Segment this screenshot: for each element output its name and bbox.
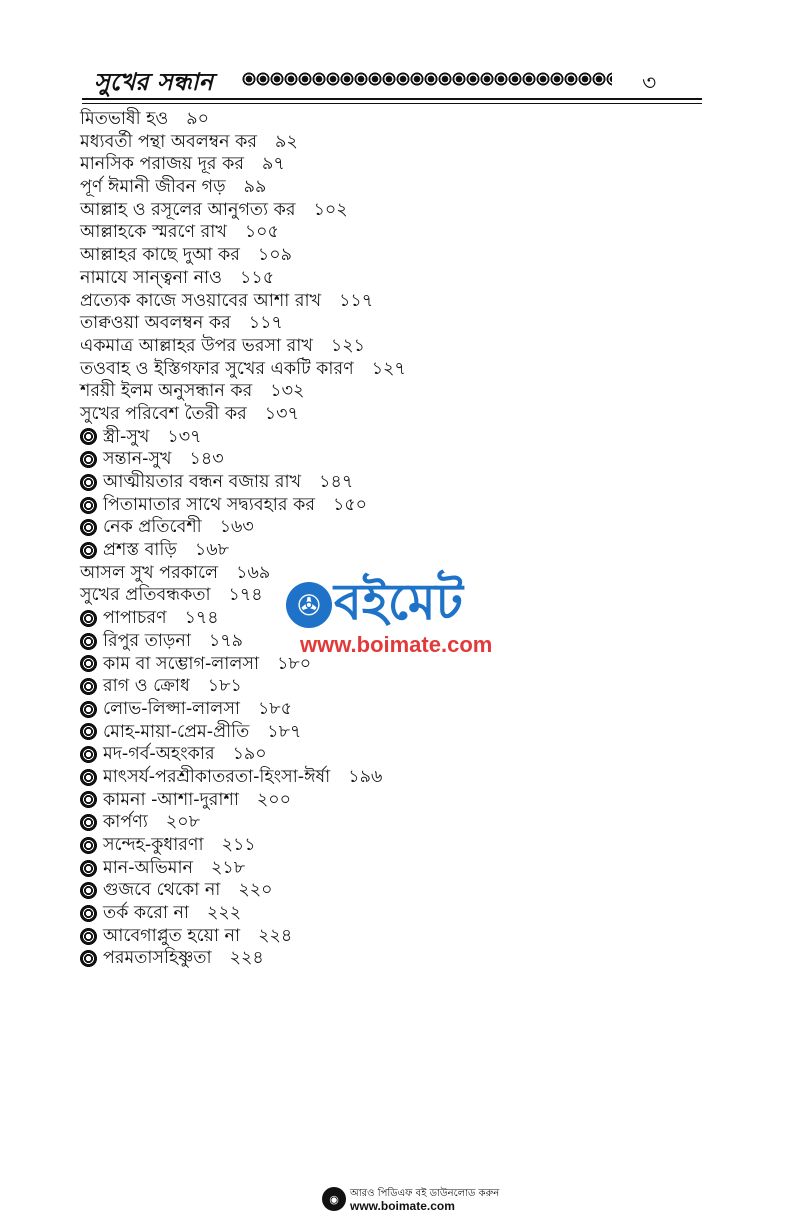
watermark-brand: বইমেট xyxy=(334,573,463,631)
toc-entry-title: পিতামাতার সাথে সদ্ব্যবহার কর xyxy=(103,494,315,515)
toc-entry-title: কামনা -আশা-দুরাশা xyxy=(103,789,239,810)
toc-entry xyxy=(80,516,680,539)
toc-entry xyxy=(80,947,680,970)
flower-bullet-icon xyxy=(80,905,97,922)
toc-entry-title: মান-অভিমান xyxy=(103,857,193,878)
toc-entry-title: লোভ-লিপ্সা-লালসা xyxy=(103,698,240,719)
toc-entry xyxy=(80,108,680,131)
toc-entry-title: কাম বা সম্ভোগ-লালসা xyxy=(103,653,260,674)
toc-entry xyxy=(80,902,680,925)
toc-entry-page: ১১৭ xyxy=(248,313,283,334)
toc-entry-page: ১৮৭ xyxy=(267,721,302,742)
toc-entry-title: সন্দেহ-কুধারণা xyxy=(103,835,204,855)
toc-entry-title: একমাত্র আল্লাহর উপর ভরসা রাখ xyxy=(80,335,313,356)
flower-bullet-icon xyxy=(80,610,97,627)
toc-entry xyxy=(80,244,680,267)
toc-entry-title: সুখের প্রতিবন্ধকতা xyxy=(80,585,211,606)
toc-entry-page: ৯৯ xyxy=(243,177,267,198)
flower-bullet-icon xyxy=(80,928,97,945)
flower-bullet-icon xyxy=(80,769,97,786)
toc-entry-title: মাৎসর্য-পরশ্রীকাতরতা-হিংসা-ঈর্ষা xyxy=(103,766,331,787)
toc-entry xyxy=(80,199,680,222)
toc-entry-page: ১৮০ xyxy=(277,653,312,674)
page-number: ৩ xyxy=(642,71,657,96)
flower-bullet-icon xyxy=(80,723,97,740)
toc-entry-title: তওবাহ ও ইস্তিগফার সুখের একটি কারণ xyxy=(80,358,354,379)
toc-entry xyxy=(80,879,680,902)
toc-entry-page: ১৩২ xyxy=(270,381,305,402)
toc-entry xyxy=(80,426,680,449)
toc-entry-title: আল্লাহকে স্মরণে রাখ xyxy=(80,222,227,243)
toc-entry-title: রিপুর তাড়না xyxy=(103,630,191,651)
toc-entry-page: ১৬৩ xyxy=(219,517,254,538)
toc-entry xyxy=(80,811,680,834)
flower-bullet-icon xyxy=(80,837,97,854)
toc-entry-page: ১২১ xyxy=(330,335,365,356)
toc-entry-page: ১৬৮ xyxy=(194,540,229,561)
footer-url[interactable]: www.boimate.com xyxy=(350,1199,455,1213)
toc-entry-title: সুখের পরিবেশ তৈরী কর xyxy=(80,403,247,424)
toc-entry-title: শরয়ী ইলম অনুসন্ধান কর xyxy=(80,381,253,402)
toc-entry-page: ২১১ xyxy=(221,835,256,855)
toc-entry-title: আবেগাপ্লুত হয়ো না xyxy=(103,925,241,946)
flower-bullet-icon xyxy=(80,497,97,514)
flower-bullet-icon xyxy=(80,814,97,831)
toc-entry-title: পাপাচরণ xyxy=(103,608,167,629)
flower-bullet-icon xyxy=(80,882,97,899)
toc-entry-page: ১৭৯ xyxy=(208,630,244,651)
toc-entry-title: মানসিক পরাজয় দূর কর xyxy=(80,154,244,175)
toc-entry-title: আল্লাহর কাছে দুআ কর xyxy=(80,245,240,266)
table-of-contents xyxy=(80,108,680,970)
toc-entry-title: নেক প্রতিবেশী xyxy=(103,517,202,538)
flower-bullet-icon xyxy=(80,519,97,536)
flower-bullet-icon xyxy=(80,542,97,559)
toc-entry-page: ২১৮ xyxy=(211,857,246,878)
header-rule-thick xyxy=(82,98,702,100)
toc-entry-title: স্ত্রী-সুখ xyxy=(103,426,150,447)
toc-entry-page: ১৮৫ xyxy=(257,698,293,719)
toc-entry xyxy=(80,380,680,403)
toc-entry xyxy=(80,221,680,244)
toc-entry-page: ২২০ xyxy=(238,880,273,901)
toc-entry-page: ৯২ xyxy=(275,131,298,152)
toc-entry-title: মিতভাষী হও xyxy=(80,109,169,129)
toc-entry xyxy=(80,131,680,154)
toc-entry-title: তর্ক করো না xyxy=(103,903,189,924)
toc-entry xyxy=(80,290,680,313)
flower-bullet-icon xyxy=(80,655,97,672)
toc-entry xyxy=(80,925,680,948)
toc-entry-title: গুজবে থেকো না xyxy=(103,880,221,901)
toc-entry xyxy=(80,766,680,789)
flower-bullet-icon xyxy=(80,860,97,877)
toc-entry-title: মদ-গর্ব-অহংকার xyxy=(103,744,215,765)
toc-entry xyxy=(80,267,680,290)
toc-entry-page: ১১৫ xyxy=(240,267,275,288)
toc-entry-page: ১৯৬ xyxy=(348,766,383,787)
toc-entry-title: আল্লাহ ও রসূলের আনুগত্য কর xyxy=(80,199,296,220)
toc-entry xyxy=(80,721,680,744)
toc-entry xyxy=(80,857,680,880)
toc-entry xyxy=(80,312,680,335)
footer-download-text: আরও পিডিএফ বই ডাউনলোড করুন xyxy=(350,1188,500,1199)
toc-entry-page: ১১৭ xyxy=(339,290,374,311)
watermark xyxy=(286,570,526,665)
toc-entry-title: রাগ ও ক্রোধ xyxy=(103,676,190,697)
flower-bullet-icon xyxy=(80,633,97,650)
toc-entry-page: ১৯০ xyxy=(232,744,267,765)
toc-entry-page: ১৩৭ xyxy=(264,403,299,424)
toc-entry xyxy=(80,176,680,199)
toc-entry xyxy=(80,675,680,698)
toc-entry xyxy=(80,539,680,562)
toc-entry-title: পূর্ণ ঈমানী জীবন গড় xyxy=(80,177,226,198)
toc-entry-page: ১৩৭ xyxy=(167,426,202,447)
flower-bullet-icon xyxy=(80,678,97,695)
toc-entry-page: ২০০ xyxy=(256,789,292,810)
flower-bullet-icon xyxy=(80,950,97,967)
toc-entry xyxy=(80,358,680,381)
book-logo-icon: ◉ xyxy=(322,1187,346,1211)
toc-entry-title: মোহ-মায়া-প্রেম-প্রীতি xyxy=(103,721,250,742)
toc-entry-page: ১৫০ xyxy=(332,494,368,515)
toc-entry-title: কার্পণ্য xyxy=(103,812,148,833)
toc-entry xyxy=(80,153,680,176)
toc-entry xyxy=(80,494,680,517)
paperclip-logo-icon: ✇ xyxy=(286,582,332,628)
toc-entry-page: ১৭৪ xyxy=(184,608,219,629)
toc-entry-page: ১৭৪ xyxy=(228,585,263,606)
toc-entry-title: প্রত্যেক কাজে সওয়াবের আশা রাখ xyxy=(80,290,322,311)
toc-entry-page: ৯০ xyxy=(186,109,209,129)
toc-entry-title: আসল সুখ পরকালে xyxy=(80,562,219,583)
toc-entry-page: ২২৪ xyxy=(258,925,293,946)
toc-entry-page: ১০৫ xyxy=(244,222,279,243)
toc-entry-title: পরমতাসহিষ্ণুতা xyxy=(103,948,212,969)
toc-entry xyxy=(80,834,680,857)
toc-entry-page: ১০২ xyxy=(313,199,348,220)
flower-bullet-icon xyxy=(80,701,97,718)
flower-bullet-icon xyxy=(80,428,97,445)
header-rule-thin xyxy=(82,103,702,104)
ornament-border xyxy=(242,72,612,86)
flower-bullet-icon xyxy=(80,791,97,808)
toc-entry-page: ১৮১ xyxy=(207,676,242,697)
flower-bullet-icon xyxy=(80,451,97,468)
toc-entry xyxy=(80,403,680,426)
toc-entry-page: ২২২ xyxy=(207,903,242,924)
running-title: সুখের সন্ধান xyxy=(94,67,213,96)
toc-entry-page: ২০৮ xyxy=(165,812,200,833)
toc-entry-page: ১৪৩ xyxy=(189,449,224,470)
flower-bullet-icon xyxy=(80,746,97,763)
toc-entry-page: ১৪৭ xyxy=(319,472,354,492)
toc-entry xyxy=(80,743,680,766)
footer-promo[interactable] xyxy=(322,1186,500,1216)
toc-entry-page: ৯৭ xyxy=(261,154,285,175)
toc-entry-page: ১২৭ xyxy=(371,358,406,379)
toc-entry xyxy=(80,448,680,471)
toc-entry-title: নামাযে সান্ত্বনা নাও xyxy=(80,267,222,288)
toc-entry xyxy=(80,335,680,358)
watermark-url: www.boimate.com xyxy=(300,632,493,657)
flower-bullet-icon xyxy=(80,474,97,491)
toc-entry-page: ১৬৯ xyxy=(236,562,271,583)
toc-entry-title: প্রশস্ত বাড়ি xyxy=(103,540,177,561)
toc-entry-page: ১০৯ xyxy=(257,245,292,266)
toc-entry-title: মধ্যবর্তী পন্থা অবলম্বন কর xyxy=(80,131,258,152)
toc-entry-page: ২২৪ xyxy=(229,948,264,969)
toc-entry xyxy=(80,471,680,494)
toc-entry xyxy=(80,789,680,812)
running-header xyxy=(82,62,702,96)
toc-entry-title: তাক্বওয়া অবলম্বন কর xyxy=(80,313,231,334)
toc-entry xyxy=(80,698,680,721)
toc-entry-title: আত্মীয়তার বন্ধন বজায় রাখ xyxy=(103,472,302,492)
toc-entry-title: সন্তান-সুখ xyxy=(103,449,172,470)
